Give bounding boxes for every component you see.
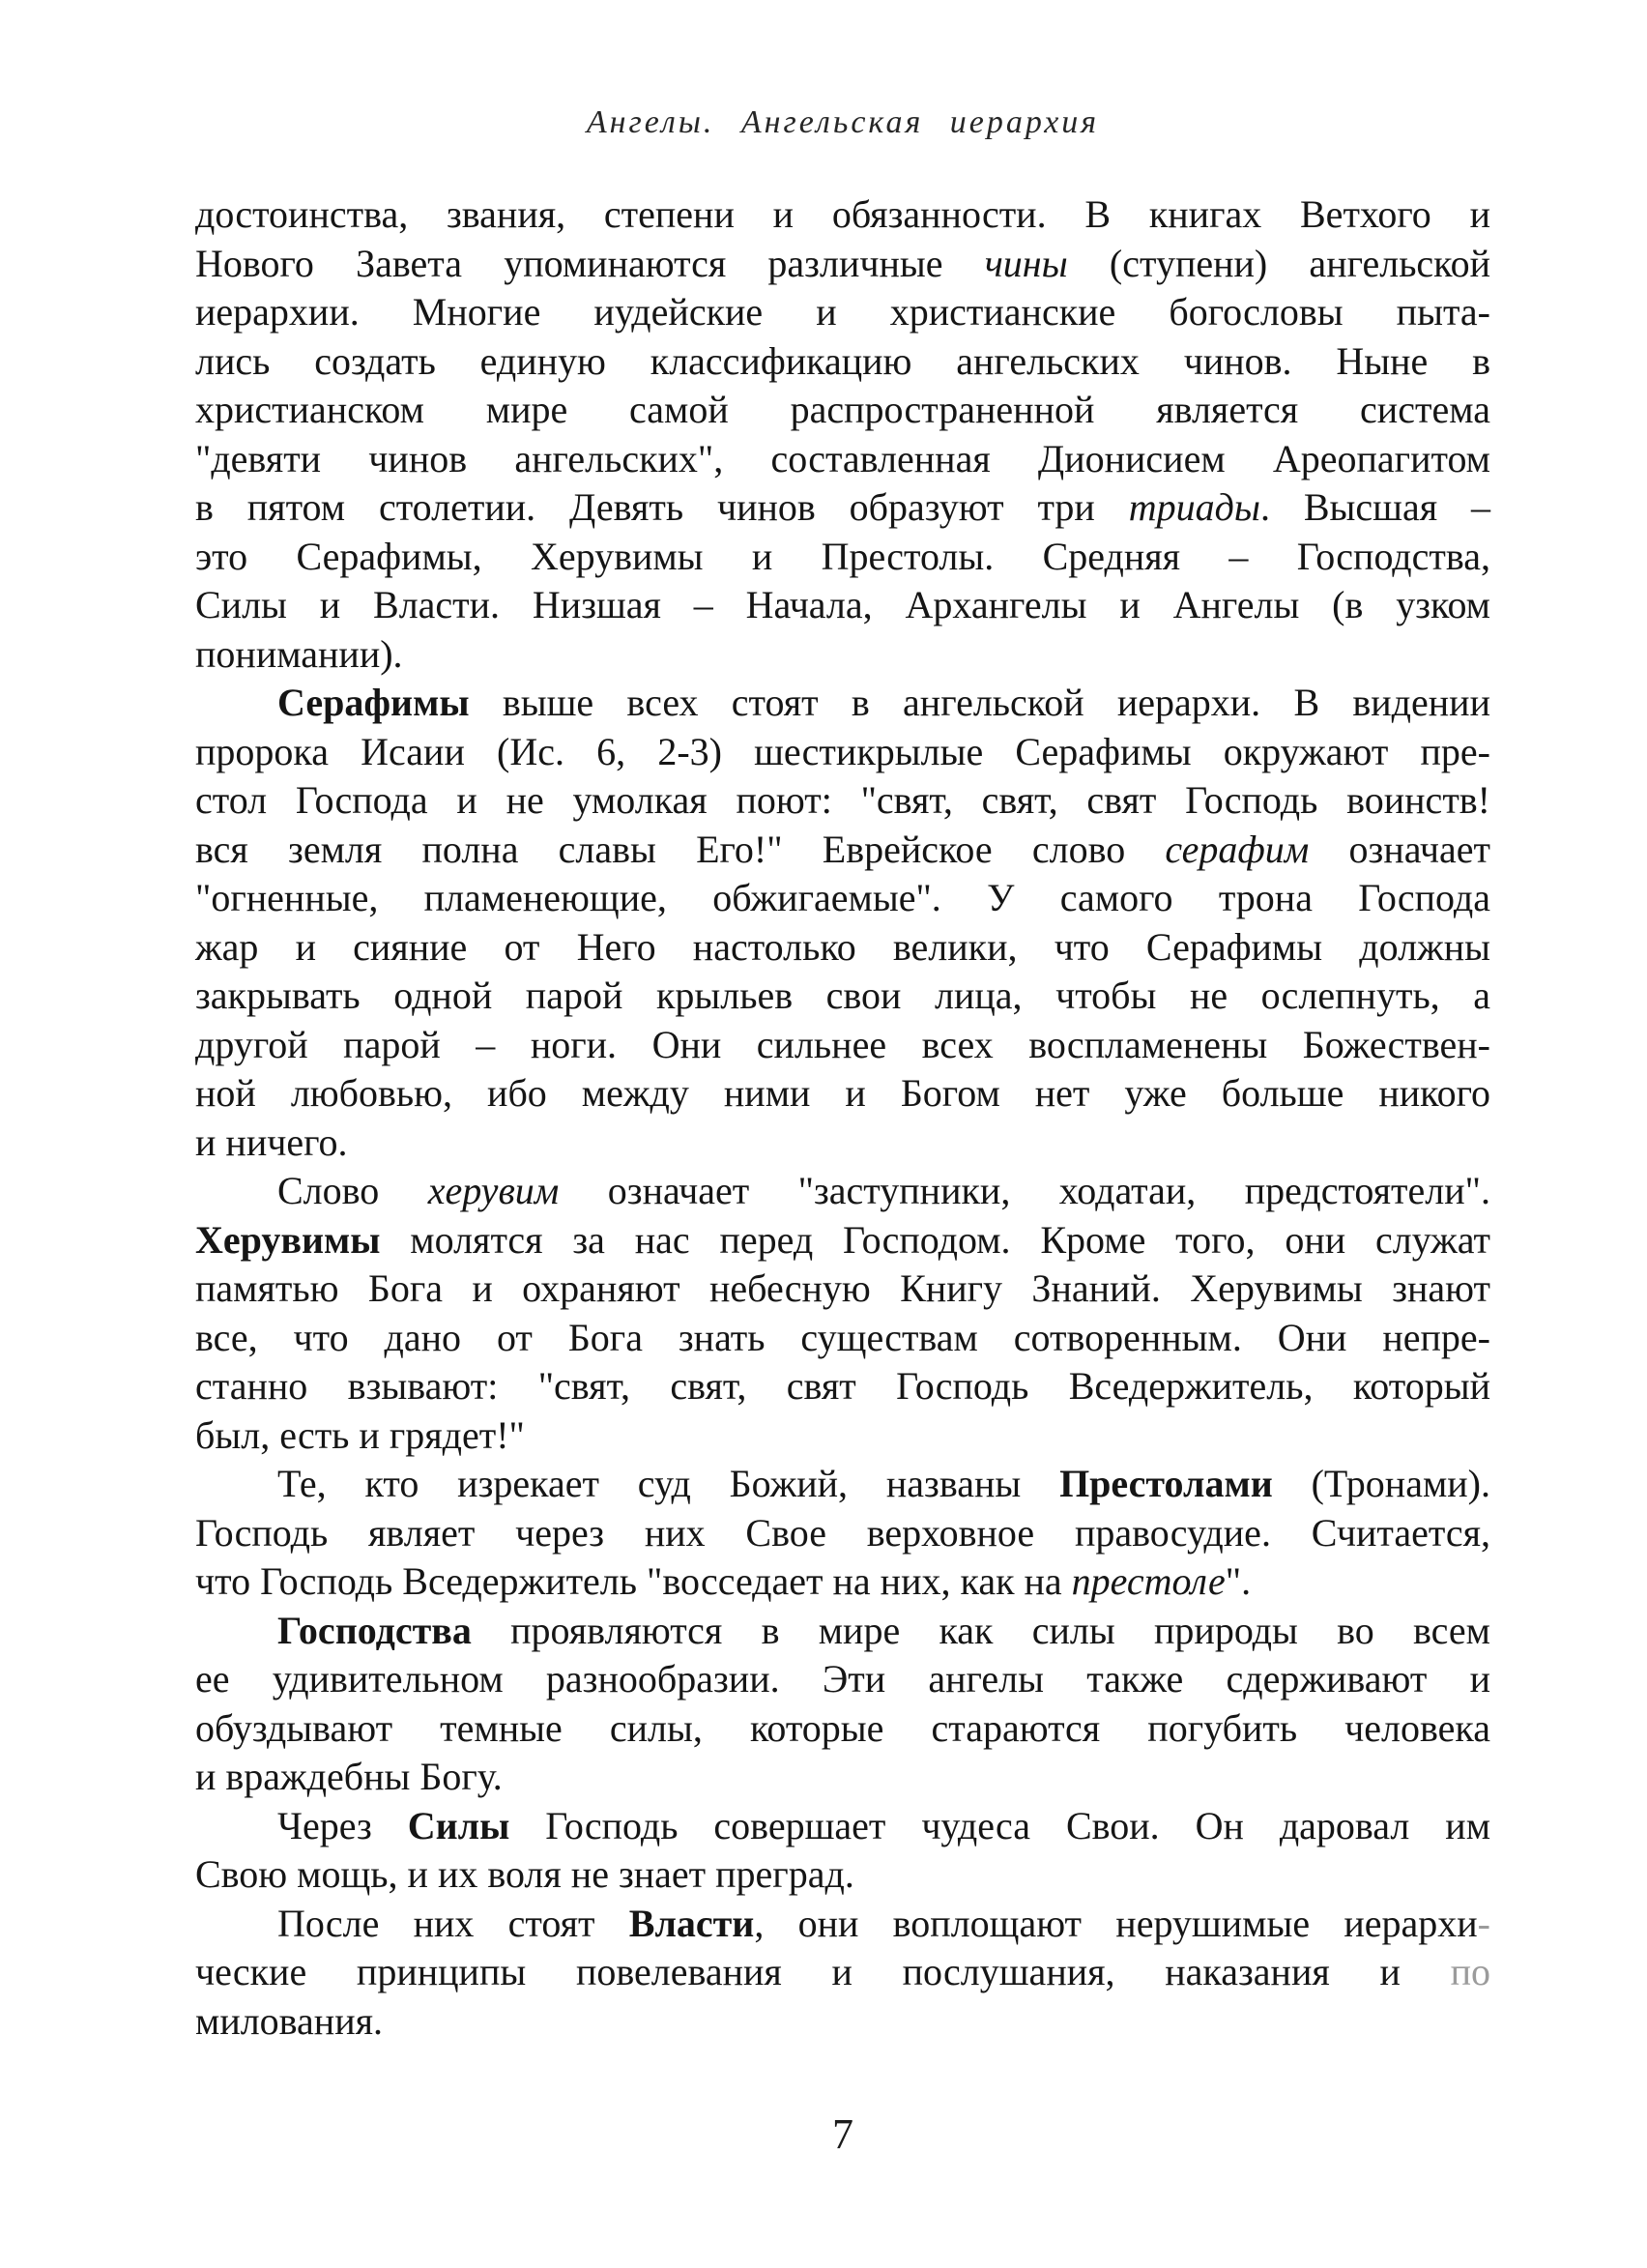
text-segment: Свою мощь, и их воля не знает преград. — [195, 1852, 854, 1896]
text-line — [195, 1753, 1490, 1802]
text-segment: был, есть и грядет!" — [195, 1412, 525, 1457]
text-segment: что Господь Вседержитель "восседает на них, как на — [195, 1559, 1072, 1603]
text-segment: понимании). — [195, 631, 403, 676]
text-segment: жар и сияние от Него настолько велики, что Серафимы должны — [195, 924, 1490, 969]
text-segment: "девяти чинов ангельских", составленная Дионисием Ареопагитом — [195, 436, 1490, 480]
text-segment: Через — [277, 1803, 408, 1847]
text-segment: и враждебны Богу. — [195, 1755, 503, 1798]
text-segment: означает — [1309, 827, 1490, 871]
text-segment: Власти — [628, 1901, 755, 1945]
text-line — [195, 240, 1490, 289]
text-segment: Те, кто изрекает суд Божий, названы — [277, 1462, 1060, 1505]
text-segment: ческие принципы повелевания и послушания, наказания и — [195, 1950, 1451, 1993]
text-segment: ее удивительном разнообразии. Эти ангелы также сдерживают и — [195, 1657, 1490, 1701]
text-line — [195, 483, 1490, 533]
text-segment: закрывать одной парой крыльев свои лица, чтобы не ослепнуть, а — [195, 974, 1490, 1017]
text-segment: Серафимы — [277, 681, 470, 724]
text-line — [195, 1314, 1490, 1363]
text-segment: ". — [1225, 1559, 1252, 1603]
text-segment: Силы и Власти. Низшая – Начала, Архангелы и Ангелы (в узком — [195, 583, 1490, 626]
text-segment: . Высшая – — [1259, 485, 1490, 529]
text-line — [195, 1557, 1490, 1607]
text-segment: это Серафимы, Херувимы и Престолы. Средняя – Господства, — [195, 534, 1490, 578]
text-segment: Господства — [277, 1608, 472, 1652]
text-segment: ной любовью, ибо между ними и Богом нет уже больше никого — [195, 1071, 1490, 1115]
text-line — [195, 1850, 1490, 1900]
text-line — [195, 776, 1490, 826]
running-header: Ангелы. Ангельская иерархия — [586, 104, 1100, 140]
text-segment: чины — [984, 241, 1068, 285]
text-segment: "огненные, пламенеющие, обжигаемые". У самого трона Господа — [195, 876, 1490, 919]
text-segment: проявляются в мире как силы природы во всем — [471, 1608, 1490, 1652]
page-number: 7 — [832, 2110, 853, 2158]
text-line — [195, 728, 1490, 777]
text-segment: , они воплощают нерушимые иерархи — [754, 1901, 1478, 1945]
text-segment: означает "заступники, ходатаи, предстоятели". — [559, 1169, 1490, 1212]
text-line — [195, 1900, 1490, 1949]
text-line — [195, 826, 1490, 875]
text-line — [195, 1216, 1490, 1265]
text-segment: по — [1450, 1950, 1490, 1993]
text-segment: христианском мире самой распространенной является система — [195, 388, 1490, 431]
text-line — [195, 1655, 1490, 1704]
text-segment: и ничего. — [195, 1119, 348, 1164]
text-line — [195, 1069, 1490, 1119]
text-line — [195, 435, 1490, 484]
text-line — [195, 972, 1490, 1021]
text-segment: пророка Исаии (Ис. 6, 2-3) шестикрылые Серафимы окружают пре- — [195, 729, 1490, 773]
text-segment: иерархии. Многие иудейские и христианские богословы пыта- — [195, 290, 1490, 334]
text-segment: престоле — [1071, 1559, 1226, 1603]
text-line — [195, 337, 1490, 387]
text-line — [195, 288, 1490, 337]
text-line — [195, 1607, 1490, 1656]
text-line — [195, 923, 1490, 973]
text-segment: - — [1477, 1901, 1490, 1945]
text-line — [195, 1167, 1490, 1216]
text-segment: (Тронами). — [1272, 1462, 1490, 1505]
text-line — [195, 190, 1490, 240]
text-segment: достоинства, звания, степени и обязанности. В книгах Ветхого и — [195, 192, 1490, 236]
text-segment: Господь являет через них Свое верховное правосудие. Считается, — [195, 1510, 1490, 1555]
text-segment: стол Господа и не умолкая поют: "свят, свят, свят Господь воинств! — [195, 778, 1490, 822]
text-line — [195, 581, 1490, 630]
text-segment: Силы — [407, 1803, 510, 1847]
text-line — [195, 679, 1490, 728]
text-segment: милования. — [195, 1998, 384, 2043]
text-line — [195, 874, 1490, 923]
text-segment: станно взывают: "свят, свят, свят Господь Вседержитель, который — [195, 1364, 1490, 1408]
text-segment: (ступени) ангельской — [1067, 241, 1490, 285]
text-line — [195, 1802, 1490, 1851]
text-segment: лись создать единую классификацию ангельских чинов. Ныне в — [195, 338, 1490, 383]
text-segment: в пятом столетии. Девять чинов образуют три — [195, 485, 1129, 529]
text-segment: вся земля полна славы Его!" Еврейское слово — [195, 827, 1166, 871]
text-line — [195, 1362, 1490, 1411]
text-segment: молятся за нас перед Господом. Кроме того, они служат — [380, 1217, 1490, 1262]
text-segment: Престолами — [1059, 1462, 1273, 1505]
text-line — [195, 533, 1490, 582]
text-line — [195, 1704, 1490, 1754]
text-segment: все, что дано от Бога знать существам сотворенным. Они непре- — [195, 1315, 1490, 1359]
text-segment: серафим — [1165, 827, 1310, 871]
text-line — [195, 1997, 1490, 2047]
text-segment: Херувимы — [195, 1217, 381, 1262]
text-line — [195, 1948, 1490, 1997]
text-segment: другой парой – ноги. Они сильнее всех воспламенены Божествен- — [195, 1022, 1490, 1066]
text-line — [195, 1460, 1490, 1509]
text-line — [195, 630, 1490, 680]
text-line — [195, 1509, 1490, 1558]
text-segment: херувим — [427, 1169, 560, 1212]
text-segment: выше всех стоят в ангельской иерархи. В видении — [469, 681, 1490, 724]
text-segment: Слово — [277, 1169, 428, 1212]
text-line — [195, 386, 1490, 435]
text-line — [195, 1119, 1490, 1168]
text-line — [195, 1411, 1490, 1461]
text-line — [195, 1021, 1490, 1070]
text-segment: После них стоят — [277, 1901, 629, 1945]
text-segment: памятью Бога и охраняют небесную Книгу Знаний. Херувимы знают — [195, 1266, 1490, 1310]
text-segment: Нового Завета упоминаются различные — [195, 241, 985, 285]
page-body-text — [195, 190, 1490, 2046]
text-segment: Господь совершает чудеса Свои. Он даровал им — [509, 1803, 1490, 1847]
text-segment: обуздывают темные силы, которые стараются погубить человека — [195, 1705, 1490, 1750]
text-line — [195, 1265, 1490, 1314]
text-segment: триады — [1128, 485, 1260, 529]
